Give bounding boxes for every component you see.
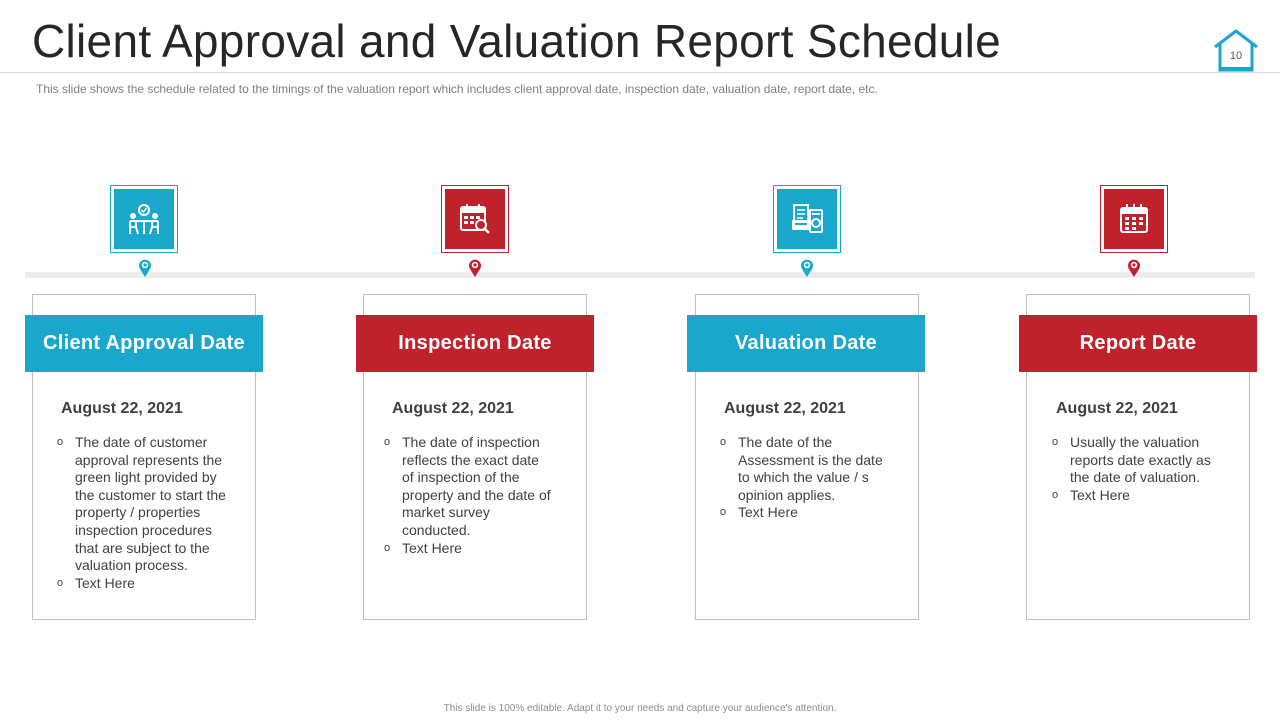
meeting-icon	[127, 202, 161, 236]
slide-title: Client Approval and Valuation Report Schedule	[32, 15, 1002, 67]
calendar-icon	[1117, 202, 1151, 236]
page-number: 10	[1229, 50, 1243, 62]
milestone-bullets-3	[720, 434, 890, 522]
bullet-marker: o	[720, 506, 727, 519]
bullet-marker: o	[1052, 436, 1059, 448]
title-divider	[0, 72, 1280, 73]
list-item: o Text Here	[384, 539, 462, 556]
milestone-bullets-4	[1052, 434, 1222, 504]
milestone-date-3: August 22, 2021	[724, 400, 846, 417]
milestone-date-2: August 22, 2021	[392, 400, 514, 417]
milestone-heading-3: Valuation Date	[687, 315, 925, 372]
bullet-marker: o	[57, 436, 64, 448]
list-item: o The date of customer approval represents the green light provided by the customer to start the property / properties inspection procedures that are subject to the valuation process.	[57, 434, 226, 574]
milestone-heading-1: Client Approval Date	[25, 315, 263, 372]
milestone-heading-4: Report Date	[1019, 315, 1257, 372]
milestone-icon-box-4	[1101, 186, 1167, 252]
calendar-search-icon	[458, 202, 492, 236]
milestone-date-4: August 22, 2021	[1056, 400, 1178, 417]
milestone-heading-2: Inspection Date	[356, 315, 594, 372]
bullet-marker: o	[1052, 488, 1059, 501]
milestone-date-1: August 22, 2021	[61, 400, 183, 417]
slide-footer: This slide is 100% editable. Adapt it to your needs and capture your audience's attention.	[443, 703, 837, 714]
bullet-marker: o	[57, 576, 64, 589]
timeline-bar	[25, 272, 1255, 278]
list-item: o The date of the Assessment is the date to which the value / s opinion applies.	[720, 434, 883, 503]
timeline-pin-icon	[1127, 258, 1141, 278]
list-item: o Usually the valuation reports date exactly as the date of valuation.	[1052, 434, 1211, 486]
bullet-marker: o	[384, 541, 391, 554]
milestone-icon-box-2	[442, 186, 508, 252]
milestone-bullets-1	[57, 434, 227, 592]
slide-subtitle: This slide shows the schedule related to the timings of the valuation report which includes client approval date, inspection date, valuation date, report date, etc.	[36, 82, 878, 96]
list-item: o The date of inspection reflects the exact date of inspection of the property and the date of market survey conducted.	[384, 434, 551, 538]
timeline-pin-icon	[800, 258, 814, 278]
timeline-pin-icon	[138, 258, 152, 278]
milestone-bullets-2	[384, 434, 554, 557]
milestone-icon-box-1	[111, 186, 177, 252]
valuation-document-icon	[790, 202, 824, 236]
milestone-icon-box-3	[774, 186, 840, 252]
page-number-badge	[1213, 28, 1259, 74]
bullet-marker: o	[720, 436, 727, 448]
list-item: o Text Here	[57, 574, 135, 591]
list-item: o Text Here	[720, 504, 798, 521]
timeline-pin-icon	[468, 258, 482, 278]
bullet-marker: o	[384, 436, 391, 448]
list-item: o Text Here	[1052, 486, 1130, 503]
